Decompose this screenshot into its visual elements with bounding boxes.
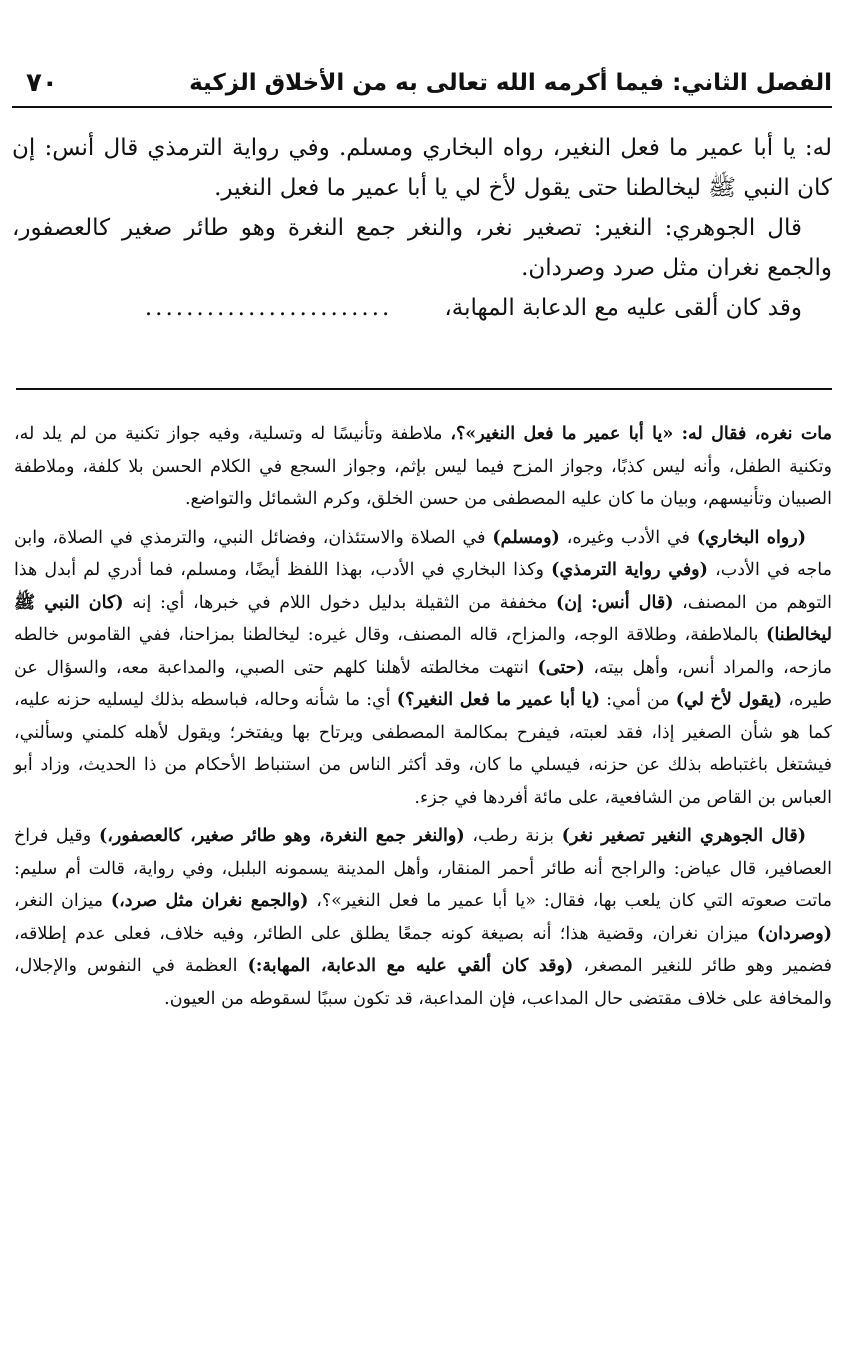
commentary-phrase: أي: ما شأنه وحاله، فباسطه بذلك ليسليه حزنه عليه، كما هو شأن الصغير إذا، فقد لعبته، فيفرح بمكالمة المصطفى ويرتاح بها ويفتخر؛ ويقول لأهله كلمني وسألني، فيشتغل باغتباطه بذلك عن حزنه، فيسلي ما كان، وقد أكثر الناس من استنباط الأحكام من ذا الحديث، وزاد أبو العباس بن القاص من الشافعية، على مائة أفردها في جزء. [14,690,832,808]
commentary-paragraph-1 [14,418,832,516]
commentary-phrase: بزنة رطب، [464,826,562,846]
quoted-matn-phrase: (ومسلم) [492,527,560,548]
quoted-matn-phrase: مات نغره، فقال له: «يا أبا عمير ما فعل النغير»؟، [450,424,833,444]
commentary-phrase: من أمي: [600,690,676,710]
matn-paragraph-3-text: وقد كان ألقى عليه مع الدعابة المهابة، [444,295,802,321]
commentary-phrase: وقيل فراخ العصافير، قال عياض: والراجح أنه طائر أحمر المنقار، وأهل المدينة يسمونه البلبل، وفي رواية، قالت أم سليم: ماتت صعوته التي كان يلعب بها، فقال: «يا أبا عمير ما فعل النغير»؟، [14,826,832,911]
commentary-phrase: وكذا البخاري في الأدب، بهذا اللفظ أيضًا، ومسلم، فما أدري لم أبدل هذا التوهم من المصنف، [14,560,833,613]
quoted-matn-phrase: (والنغر جمع النغرة، وهو طائر صغير، كالعصفور،) [98,826,465,846]
commentary-phrase: العظمة في النفوس والإجلال، والمخافة على خلاف مقتضى حال المداعب، فإن المداعبة، قد تكون سببًا لسقوطه من العيون. [14,956,832,1009]
quoted-matn-phrase: (وصردان) [756,923,832,944]
quoted-matn-phrase: (وفي رواية الترمذي) [551,560,708,580]
commentary-paragraph-3 [14,820,832,1015]
continuation-dots: ........................ [144,295,393,321]
commentary-phrase: بالملاطفة، وطلاقة الوجه، والمزاح، قاله المصنف، وقال غيره: ليخالطنا بمزاحنا، ففي القاموس خالطه مازحه، والمراد أنس، وأهل بيته، [14,625,833,678]
page-header [12,60,832,108]
running-title: الفصل الثاني: فيما أكرمه الله تعالى به من الأخلاق الزكية [189,70,832,96]
quoted-matn-phrase: (رواه البخاري) [696,527,806,548]
quoted-matn-phrase: (والجمع نغران مثل صرد،) [110,891,309,911]
commentary-phrase: مخففة من الثقيلة بدليل دخول اللام في خبرها، أي: إنه [123,592,556,613]
commentary-paragraph-2 [14,522,832,815]
commentary-phrase: انتهت مخالطته لأهلنا كلهم حتى الصبي، والمداعبة معه، والسؤال عن طيره، [14,657,832,710]
quoted-matn-phrase: (قال الجوهري النغير تصغير نغر) [561,826,807,846]
section-divider [16,388,832,390]
page-number: ٧٠ [26,68,58,98]
commentary-phrase: في الصلاة والاستئذان، وفضائل النبي، والترمذي في الصلاة، وابن ماجه في الأدب، [14,527,833,580]
quoted-matn-phrase: (يقول لأخ لي) [675,690,783,710]
quoted-matn-phrase: (كان النبي ﷺ ليخالطنا) [14,592,832,645]
commentary-phrase: ميزان نغران، وقضية هذا؛ أنه بصيغة كونه جمعًا يطلق على الطائر، وفيه خلاف، فعلى عدم إطلاقه، فضمير وهو طائر للنغير المصغر، [14,923,832,976]
quoted-matn-phrase: (حتى) [537,657,585,678]
commentary-phrase: ميزان النغر، [14,891,111,911]
matn-paragraph-2: قال الجوهري: النغير: تصغير نغر، والنغر جمع النغرة وهو طائر صغير كالعصفور، والجمع نغران مثل صرد وصردان. [12,215,832,281]
commentary-phrase: ملاطفة وتأنيسًا له وتسلية، وفيه جواز تكنية من لم يلد له، وتكنية الطفل، وأنه ليس كذبًا، وجواز المزح فيما ليس بإثم، وجواز السجع في الكلام الحسن بلا كلفة، وملاطفة الصبيان وتأنيسهم، وبيان ما كان عليه المصطفى من حسن الخلق، وكرم الشمائل والتواضع. [14,424,832,509]
quoted-matn-phrase: (يا أبا عمير ما فعل النغير؟) [396,690,601,710]
quoted-matn-phrase: (وقد كان ألقي عليه مع الدعابة، المهابة:) [247,956,574,976]
main-text [12,128,832,328]
matn-paragraph-3 [12,288,832,328]
commentary-text [14,418,832,1021]
commentary-phrase: في الأدب وغيره، [559,527,697,548]
matn-paragraph-1: له: يا أبا عمير ما فعل النغير، رواه البخاري ومسلم. وفي رواية الترمذي قال أنس: إن كان النبي ﷺ ليخالطنا حتى يقول لأخ لي يا أبا عمير ما فعل النغير. [12,135,832,201]
quoted-matn-phrase: (قال أنس: إن) [555,592,674,613]
